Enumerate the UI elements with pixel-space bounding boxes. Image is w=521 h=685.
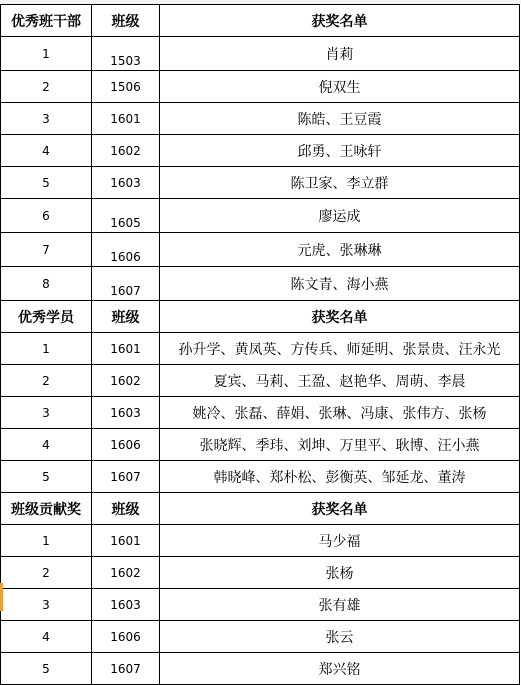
class-cell[interactable]: 1601 xyxy=(92,103,160,135)
table-row xyxy=(1,557,520,589)
class-cell[interactable]: 1606 xyxy=(92,621,160,653)
table-row xyxy=(1,167,520,199)
names-header[interactable]: 获奖名单 xyxy=(160,5,520,37)
table-row xyxy=(1,267,520,301)
table-row xyxy=(1,135,520,167)
row-selection-marker xyxy=(0,583,3,611)
table-row xyxy=(1,397,520,429)
table-row xyxy=(1,103,520,135)
names-cell[interactable]: 郑兴铭 xyxy=(160,653,520,685)
names-cell[interactable]: 张云 xyxy=(160,621,520,653)
class-cell[interactable]: 1503 xyxy=(92,37,160,71)
row-number-cell[interactable]: 1 xyxy=(1,37,92,71)
names-cell[interactable]: 廖运成 xyxy=(160,199,520,233)
class-cell[interactable]: 1603 xyxy=(92,397,160,429)
class-cell[interactable]: 1603 xyxy=(92,167,160,199)
table-row xyxy=(1,525,520,557)
class-cell[interactable]: 1606 xyxy=(92,429,160,461)
class-cell[interactable]: 1606 xyxy=(92,233,160,267)
row-number-cell[interactable]: 6 xyxy=(1,199,92,233)
class-cell[interactable]: 1603 xyxy=(92,589,160,621)
class-cell[interactable]: 1601 xyxy=(92,525,160,557)
table-row xyxy=(1,199,520,233)
class-cell[interactable]: 1506 xyxy=(92,71,160,103)
class-cell[interactable]: 1601 xyxy=(92,333,160,365)
names-cell[interactable]: 孙升学、黄凤英、方传兵、师延明、张景贵、汪永光 xyxy=(160,333,520,365)
row-number-cell[interactable]: 1 xyxy=(1,333,92,365)
table-row xyxy=(1,333,520,365)
row-number-cell[interactable]: 7 xyxy=(1,233,92,267)
names-cell[interactable]: 韩晓峰、郑朴松、彭衡英、邹延龙、董涛 xyxy=(160,461,520,493)
row-number-cell[interactable]: 2 xyxy=(1,71,92,103)
class-cell[interactable]: 1607 xyxy=(92,267,160,301)
class-header[interactable]: 班级 xyxy=(92,493,160,525)
category-header[interactable]: 优秀班干部 xyxy=(1,5,92,37)
class-cell[interactable]: 1605 xyxy=(92,199,160,233)
table-row xyxy=(1,589,520,621)
awards-table xyxy=(0,4,520,685)
row-number-cell[interactable]: 5 xyxy=(1,461,92,493)
table-row xyxy=(1,233,520,267)
row-number-cell[interactable]: 3 xyxy=(1,589,92,621)
table-row xyxy=(1,71,520,103)
names-cell[interactable]: 陈皓、王豆霞 xyxy=(160,103,520,135)
class-header[interactable]: 班级 xyxy=(92,5,160,37)
class-cell[interactable]: 1607 xyxy=(92,653,160,685)
names-cell[interactable]: 马少福 xyxy=(160,525,520,557)
table-row xyxy=(1,429,520,461)
names-cell[interactable]: 元虎、张琳琳 xyxy=(160,233,520,267)
names-header[interactable]: 获奖名单 xyxy=(160,301,520,333)
table-row xyxy=(1,461,520,493)
names-cell[interactable]: 陈卫家、李立群 xyxy=(160,167,520,199)
names-cell[interactable]: 陈文青、海小燕 xyxy=(160,267,520,301)
row-number-cell[interactable]: 5 xyxy=(1,167,92,199)
row-number-cell[interactable]: 2 xyxy=(1,557,92,589)
names-cell[interactable]: 张有雄 xyxy=(160,589,520,621)
row-number-cell[interactable]: 1 xyxy=(1,525,92,557)
names-cell[interactable]: 倪双生 xyxy=(160,71,520,103)
section-header-row xyxy=(1,301,520,333)
names-cell[interactable]: 夏宾、马莉、王盈、赵艳华、周萌、李晨 xyxy=(160,365,520,397)
names-cell[interactable]: 张晓辉、季玮、刘坤、万里平、耿博、汪小燕 xyxy=(160,429,520,461)
row-number-cell[interactable]: 3 xyxy=(1,397,92,429)
category-header[interactable]: 班级贡献奖 xyxy=(1,493,92,525)
class-cell[interactable]: 1602 xyxy=(92,557,160,589)
names-cell[interactable]: 姚冷、张磊、薛娟、张琳、冯康、张伟方、张杨 xyxy=(160,397,520,429)
class-header[interactable]: 班级 xyxy=(92,301,160,333)
row-number-cell[interactable]: 4 xyxy=(1,429,92,461)
names-cell[interactable]: 肖莉 xyxy=(160,37,520,71)
row-number-cell[interactable]: 5 xyxy=(1,653,92,685)
section-header-row xyxy=(1,5,520,37)
row-number-cell[interactable]: 4 xyxy=(1,135,92,167)
section-header-row xyxy=(1,493,520,525)
class-cell[interactable]: 1602 xyxy=(92,135,160,167)
class-cell[interactable]: 1607 xyxy=(92,461,160,493)
names-header[interactable]: 获奖名单 xyxy=(160,493,520,525)
table-row xyxy=(1,37,520,71)
category-header[interactable]: 优秀学员 xyxy=(1,301,92,333)
row-number-cell[interactable]: 8 xyxy=(1,267,92,301)
class-cell[interactable]: 1602 xyxy=(92,365,160,397)
names-cell[interactable]: 张杨 xyxy=(160,557,520,589)
row-number-cell[interactable]: 3 xyxy=(1,103,92,135)
row-number-cell[interactable]: 2 xyxy=(1,365,92,397)
names-cell[interactable]: 邱勇、王咏轩 xyxy=(160,135,520,167)
row-number-cell[interactable]: 4 xyxy=(1,621,92,653)
table-row xyxy=(1,621,520,653)
table-row xyxy=(1,365,520,397)
